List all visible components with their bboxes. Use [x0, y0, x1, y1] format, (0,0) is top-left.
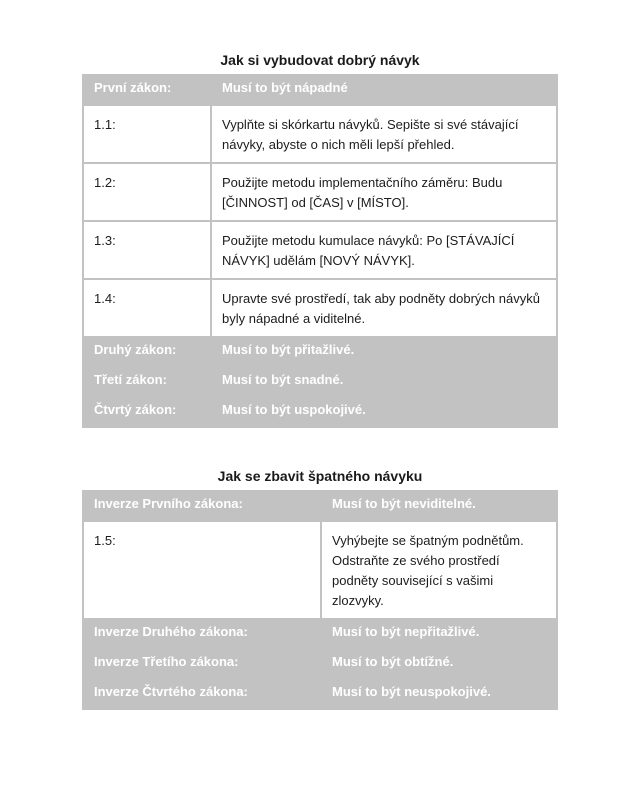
bad-habit-section: [82, 468, 558, 710]
table-row: [83, 163, 557, 221]
fourth-law-inversion-row: [83, 679, 557, 709]
first-law-inversion-row: [83, 491, 557, 521]
first-law-row: [83, 75, 557, 105]
table-row: [83, 521, 557, 619]
row-text: Vyplňte si skórkartu návyků. Sepište si své stávající návyky, abyste o nich měli lepší přehled.: [211, 105, 557, 163]
law-label: Inverze Čtvrtého zákona:: [83, 679, 321, 709]
law-label: Inverze Třetího zákona:: [83, 649, 321, 679]
law-value: Musí to být přitažlivé.: [211, 337, 557, 367]
third-law-inversion-row: [83, 649, 557, 679]
row-id: 1.5:: [83, 521, 321, 619]
row-text: Vyhýbejte se špatným podnětům. Odstraňte ze svého prostředí podněty související s vašimi zlozvyky.: [321, 521, 557, 619]
row-id: 1.1:: [83, 105, 211, 163]
good-habit-section: [82, 52, 558, 428]
law-label: První zákon:: [83, 75, 211, 105]
law-label: Inverze Druhého zákona:: [83, 619, 321, 649]
law-value: Musí to být snadné.: [211, 367, 557, 397]
third-law-row: [83, 367, 557, 397]
law-value: Musí to být uspokojivé.: [211, 397, 557, 427]
table-row: [83, 105, 557, 163]
good-habit-title: Jak si vybudovat dobrý návyk: [220, 52, 420, 68]
row-text: Použijte metodu implementačního záměru: Budu [ČINNOST] od [ČAS] v [MÍSTO].: [211, 163, 557, 221]
good-habit-table: [82, 74, 558, 428]
table-row: [83, 221, 557, 279]
fourth-law-row: [83, 397, 557, 427]
law-value: Musí to být neuspokojivé.: [321, 679, 557, 709]
row-id: 1.2:: [83, 163, 211, 221]
row-id: 1.4:: [83, 279, 211, 337]
second-law-inversion-row: [83, 619, 557, 649]
law-value: Musí to být nápadné: [211, 75, 557, 105]
row-text: Upravte své prostředí, tak aby podněty dobrých návyků byly nápadné a viditelné.: [211, 279, 557, 337]
law-value: Musí to být obtížné.: [321, 649, 557, 679]
law-label: Čtvrtý zákon:: [83, 397, 211, 427]
bad-habit-table: [82, 490, 558, 710]
law-label: Třetí zákon:: [83, 367, 211, 397]
second-law-row: [83, 337, 557, 367]
row-id: 1.3:: [83, 221, 211, 279]
law-value: Musí to být nepřitažlivé.: [321, 619, 557, 649]
row-text: Použijte metodu kumulace návyků: Po [STÁVAJÍCÍ NÁVYK] udělám [NOVÝ NÁVYK].: [211, 221, 557, 279]
law-value: Musí to být neviditelné.: [321, 491, 557, 521]
table-row: [83, 279, 557, 337]
law-label: Druhý zákon:: [83, 337, 211, 367]
law-label: Inverze Prvního zákona:: [83, 491, 321, 521]
bad-habit-title: Jak se zbavit špatného návyku: [217, 468, 423, 484]
